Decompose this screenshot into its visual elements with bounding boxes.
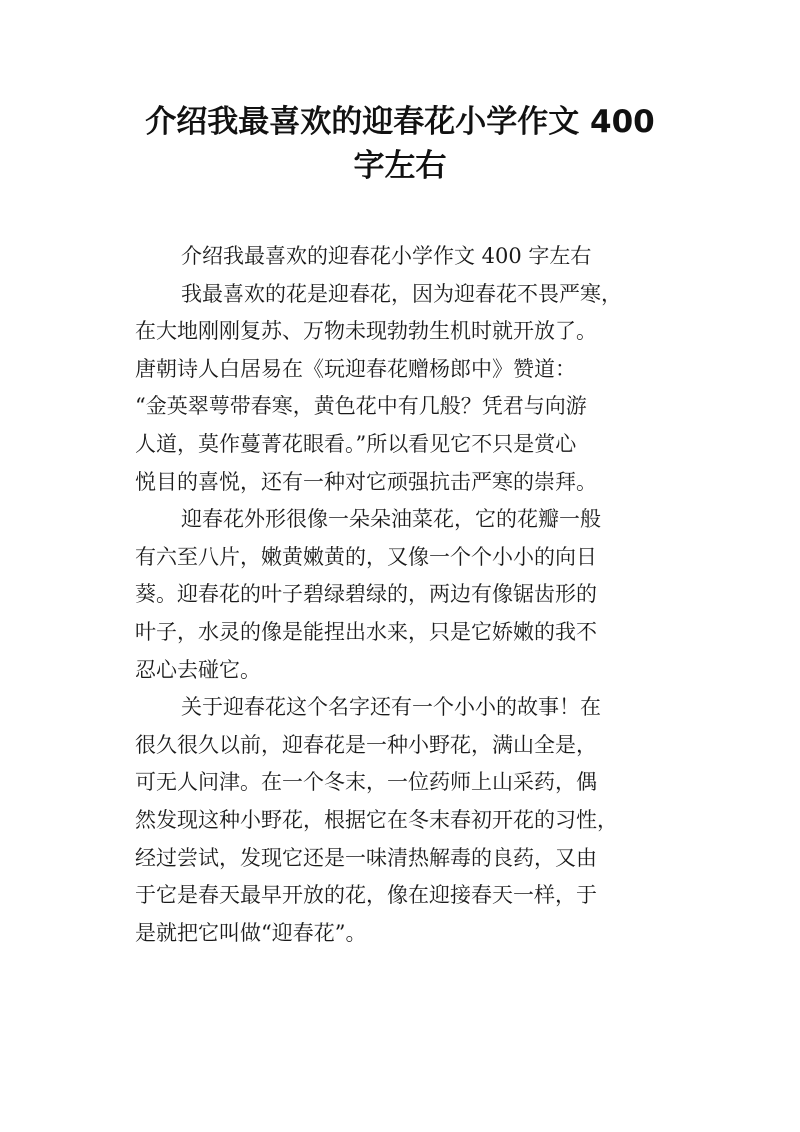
paragraph-1-line: 唐朝诗人白居易在《玩迎春花赠杨郎中》赞道： bbox=[135, 356, 576, 381]
document-title bbox=[100, 100, 700, 188]
paragraph-3-line: 很久很久以前，迎春花是一种小野花，满山全是， bbox=[135, 732, 597, 757]
paragraph-3-line: 可无人问津。在一个冬末，一位药师上山采药，偶 bbox=[135, 770, 597, 795]
paragraph-2-line: 有六至八片，嫩黄嫩黄的，又像一个个小小的向日 bbox=[135, 544, 597, 569]
paragraph-3-line: 经过尝试，发现它还是一味清热解毒的良药，又由 bbox=[135, 845, 597, 870]
title-line: 介绍我最喜欢的迎春花小学作文 400 bbox=[145, 104, 655, 140]
paragraph-3-line: 然发现这种小野花，根据它在冬末春初开花的习性， bbox=[135, 807, 618, 832]
paragraph-1-line: 人道，莫作蔓菁花眼看。”所以看见它不只是赏心 bbox=[135, 431, 577, 456]
paragraph-3-line: 关于迎春花这个名字还有一个小小的故事！在 bbox=[181, 695, 601, 720]
document-body bbox=[135, 238, 675, 952]
paragraph-2-line: 迎春花外形很像一朵朵油菜花，它的花瓣一般 bbox=[181, 507, 601, 532]
paragraph-1-line: 我最喜欢的花是迎春花，因为迎春花不畏严寒， bbox=[181, 281, 622, 306]
title-line: 字左右 bbox=[353, 148, 447, 184]
paragraph-2-line: 忍心去碰它。 bbox=[135, 657, 261, 682]
paragraph-2-line: 叶子，水灵的像是能捏出水来，只是它娇嫩的我不 bbox=[135, 619, 597, 644]
paragraph-1-line: “金英翠萼带春寒，黄色花中有几般？凭君与向游 bbox=[135, 394, 587, 419]
paragraph-3-line: 是就把它叫做“迎春花”。 bbox=[135, 920, 367, 945]
paragraph-2-line: 葵。迎春花的叶子碧绿碧绿的，两边有像锯齿形的 bbox=[135, 582, 597, 607]
body-subtitle-line: 介绍我最喜欢的迎春花小学作文 400 字左右 bbox=[181, 244, 592, 268]
paragraph-1-line: 悦目的喜悦，还有一种对它顽强抗击严寒的崇拜。 bbox=[135, 469, 597, 494]
paragraph-1-line: 在大地刚刚复苏、万物未现勃勃生机时就开放了。 bbox=[135, 319, 597, 344]
paragraph-3-line: 于它是春天最早开放的花，像在迎接春天一样，于 bbox=[135, 883, 597, 908]
